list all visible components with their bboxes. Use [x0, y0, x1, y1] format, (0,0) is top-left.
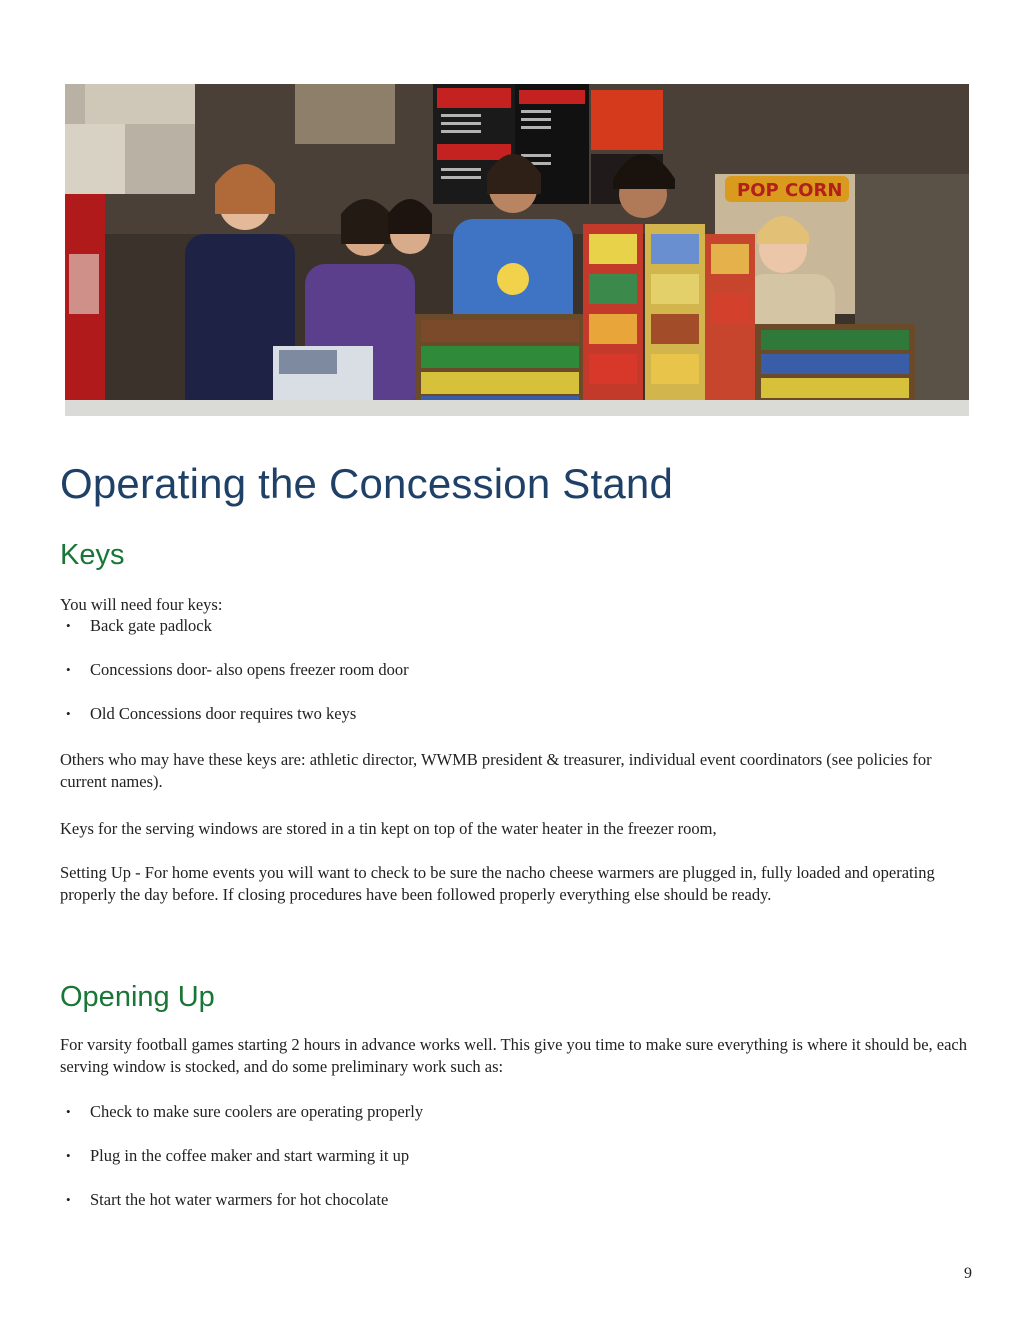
bullet-icon: • [66, 618, 71, 633]
keys-heading: Keys [60, 539, 125, 571]
bullet-icon: • [66, 706, 71, 721]
concession-stand-photo [65, 84, 969, 416]
bullet-icon: • [66, 1148, 71, 1163]
keys-intro: You will need four keys: [60, 595, 223, 614]
list-item-text: Concessions door- also opens freezer room door [90, 660, 409, 679]
page-number: 9 [964, 1265, 972, 1282]
bullet-icon: • [66, 1104, 71, 1119]
list-item-text: Check to make sure coolers are operating properly [90, 1102, 424, 1121]
serving-windows-paragraph: Keys for the serving windows are stored in a tin kept on top of the water heater in the freezer room, [60, 819, 717, 838]
page-title: Operating the Concession Stand [60, 460, 674, 507]
popcorn-sign: POP CORN [737, 180, 843, 201]
list-item-text: Plug in the coffee maker and start warming it up [90, 1146, 410, 1165]
keys-others-paragraph: Others who may have these keys are: athletic director, WWMB president & treasurer, individual event coordinators (see policies for current names). [60, 750, 932, 791]
setting-up-paragraph: Setting Up - For home events you will want to check to be sure the nacho cheese warmers are plugged in, fully loaded and operating properly the day before. If closing procedures have been followed properly everything else should be ready. [60, 863, 935, 904]
list-item-text: Start the hot water warmers for hot chocolate [90, 1190, 389, 1209]
list-item-text: Back gate padlock [90, 616, 212, 635]
opening-up-heading: Opening Up [60, 981, 215, 1013]
list-item-text: Old Concessions door requires two keys [90, 704, 357, 723]
bullet-icon: • [66, 1192, 71, 1207]
bullet-icon: • [66, 662, 71, 677]
opening-up-intro: For varsity football games starting 2 hours in advance works well. This give you time to make sure everything is where it should be, each serving window is stocked, and do some preliminary work such as: [60, 1035, 967, 1076]
